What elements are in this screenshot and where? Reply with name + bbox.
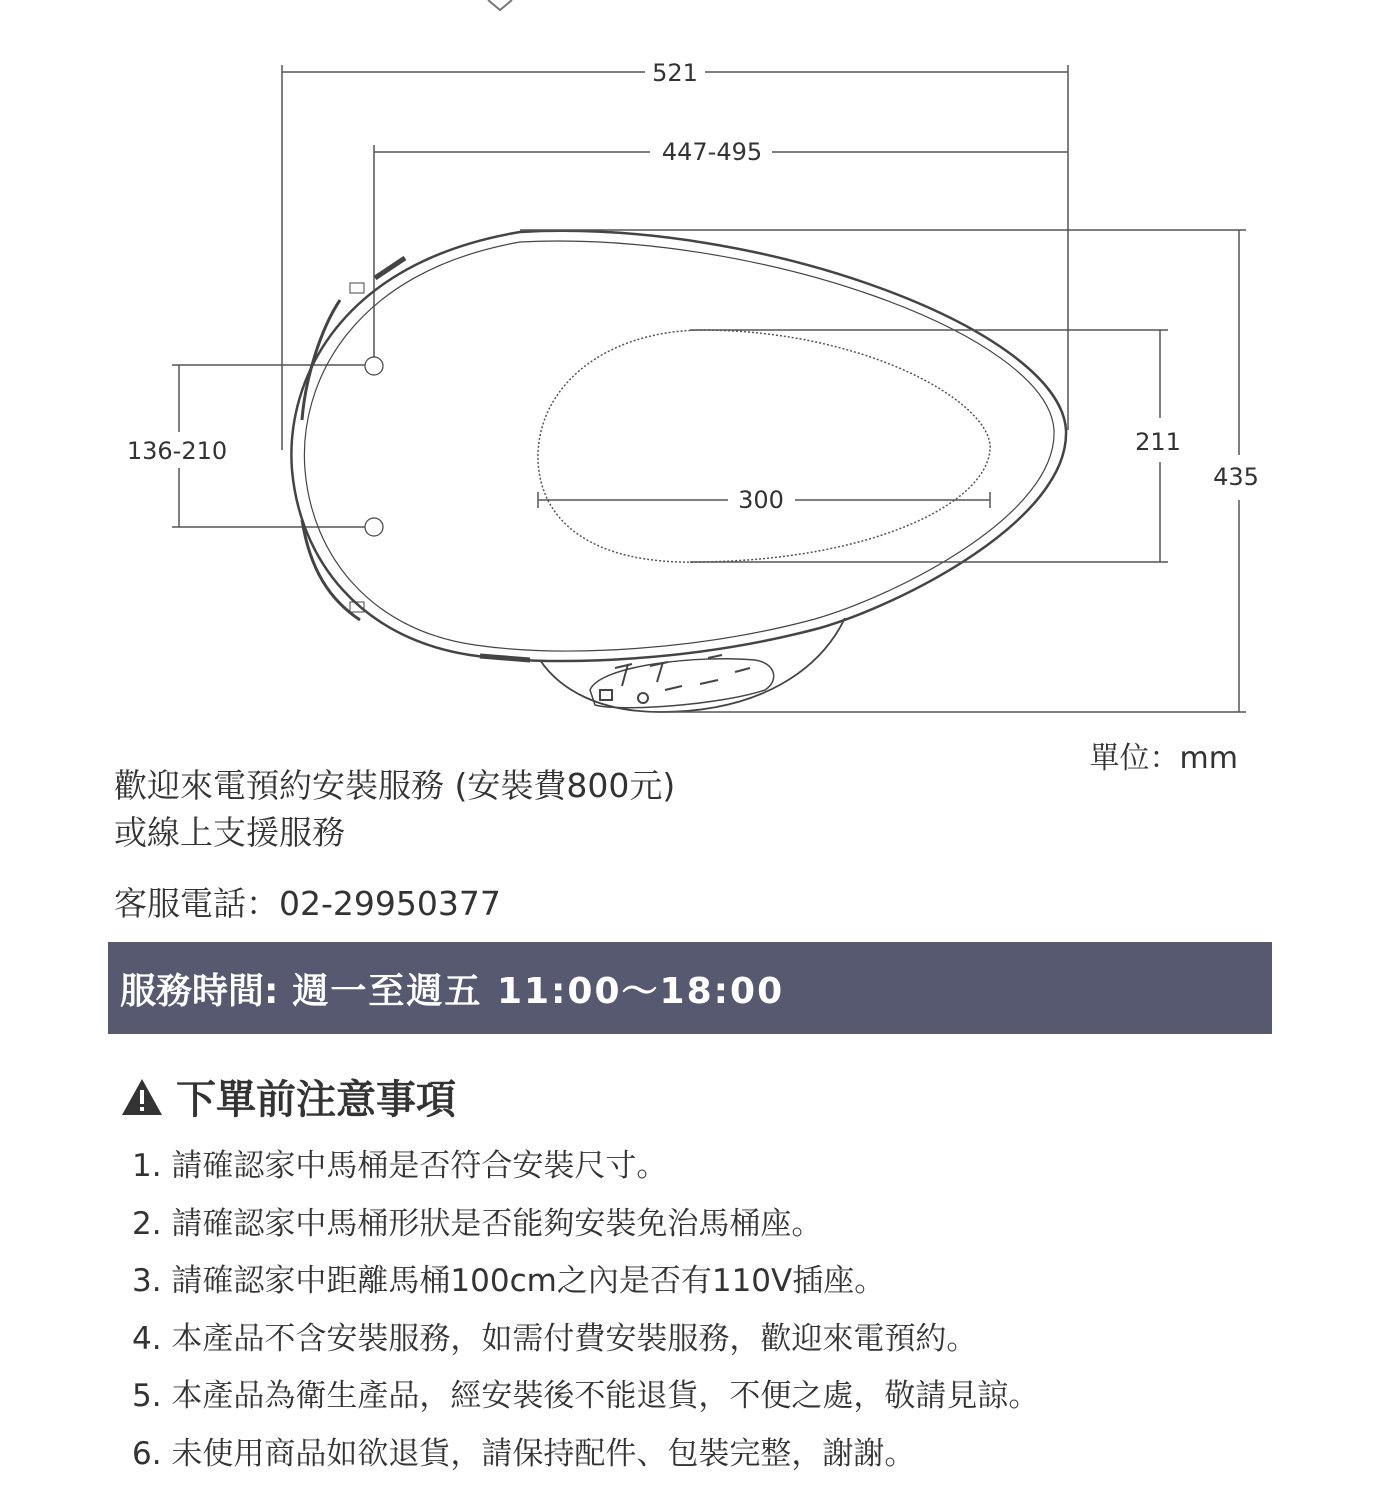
service-hours-value: 週一至週五 11:00～18:00 <box>292 970 785 1012</box>
notice-item: 5. 本產品為衛生產品，經安裝後不能退貨，不便之處，敬請見諒。 <box>132 1378 1040 1414</box>
dim-521-label: 521 <box>652 59 698 87</box>
top-fragment-mark <box>488 0 512 10</box>
dim-211 <box>690 330 1168 562</box>
warning-icon <box>120 1077 164 1117</box>
seat-outline <box>291 231 1066 661</box>
dim-300-label: 300 <box>738 486 784 514</box>
dim-211-label: 211 <box>1135 428 1181 456</box>
notice-item: 1. 請確認家中馬桶是否符合安裝尺寸。 <box>132 1148 668 1184</box>
unit-label: 單位：mm <box>1089 741 1238 776</box>
notice-heading <box>120 1068 456 1125</box>
seat-opening <box>538 330 990 562</box>
notice-title: 下單前注意事項 <box>176 1077 456 1123</box>
notice-item: 3. 請確認家中距離馬桶100cm之內是否有110V插座。 <box>132 1263 886 1299</box>
notice-item: 6. 未使用商品如欲退貨，請保持配件、包裝完整，謝謝。 <box>132 1435 916 1472</box>
service-intro <box>114 762 675 856</box>
dim-447-495 <box>374 145 1068 360</box>
dim-447-495-label: 447-495 <box>661 138 763 166</box>
customer-service-phone: 客服電話：02-29950377 <box>114 884 501 923</box>
notice-list <box>132 1138 1039 1483</box>
notice-item: 4. 本產品不含安裝服務，如需付費安裝服務，歡迎來電預約。 <box>132 1320 978 1357</box>
dim-521 <box>282 65 1068 450</box>
service-intro-line2: 或線上支援服務 <box>114 813 345 852</box>
service-intro-line1: 歡迎來電預約安裝服務 (安裝費800元) <box>114 766 676 805</box>
service-hours-label: 服務時間: <box>120 970 279 1012</box>
dim-136-210-label: 136-210 <box>126 437 228 465</box>
dim-435-label: 435 <box>1213 463 1259 491</box>
notice-item: 2. 請確認家中馬桶形狀是否能夠安裝免治馬桶座。 <box>132 1205 823 1242</box>
toilet-seat-dimension-diagram <box>0 0 1400 730</box>
service-hours-bar <box>108 942 1272 1034</box>
dim-435 <box>520 230 1246 712</box>
